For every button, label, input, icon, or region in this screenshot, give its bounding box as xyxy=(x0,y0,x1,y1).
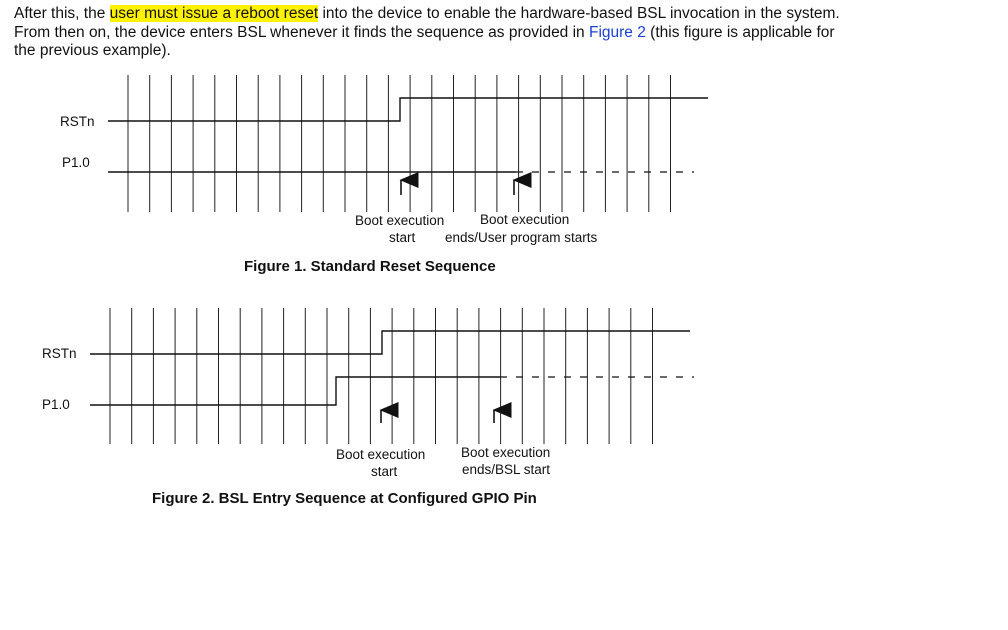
figure-2 xyxy=(42,308,694,507)
figure-2-arrow2-line1: Boot execution xyxy=(461,445,551,460)
figure-1-arrow1-line1: Boot execution xyxy=(355,213,445,228)
figure-1-p10-label: P1.0 xyxy=(62,155,90,170)
figure-1-clock-grid xyxy=(128,75,671,212)
figure-1-arrow2-line2: ends/User program starts xyxy=(445,230,598,245)
figure-2-p10-label: P1.0 xyxy=(42,397,70,412)
paragraph-text-middle: into the device to enable the hardware-based BSL invocation in the system. From then on, the device enters BSL whenever it finds the sequence as provided in xyxy=(14,5,840,41)
figure-1-rstn-label: RSTn xyxy=(60,114,95,129)
figure-1-arrow2-line1: Boot execution xyxy=(480,212,570,227)
figure-2-arrow1-line1: Boot execution xyxy=(336,447,426,462)
highlighted-text: user must issue a reboot reset xyxy=(109,5,319,22)
figure-2-caption: Figure 2. BSL Entry Sequence at Configured GPIO Pin xyxy=(152,490,537,507)
paragraph-text-after: (this figure is applicable for the previous example). xyxy=(14,23,835,59)
figure-1-arrow1-line2: start xyxy=(389,230,416,245)
figure-2-rstn-waveform xyxy=(90,331,690,354)
figure-2-p10-waveform xyxy=(90,377,500,405)
figure-2-arrow1-line2: start xyxy=(371,464,398,479)
figure-1 xyxy=(60,75,708,275)
figure-2-clock-grid xyxy=(110,308,653,444)
figure-1-caption: Figure 1. Standard Reset Sequence xyxy=(244,258,496,275)
figure-2-rstn-label: RSTn xyxy=(42,346,77,361)
figure-2-link[interactable]: Figure 2 xyxy=(588,23,646,41)
figure-2-arrow2-line2: ends/BSL start xyxy=(462,462,551,477)
paragraph-text-before: After this, the xyxy=(14,5,110,22)
figure-1-rstn-waveform xyxy=(108,98,708,121)
